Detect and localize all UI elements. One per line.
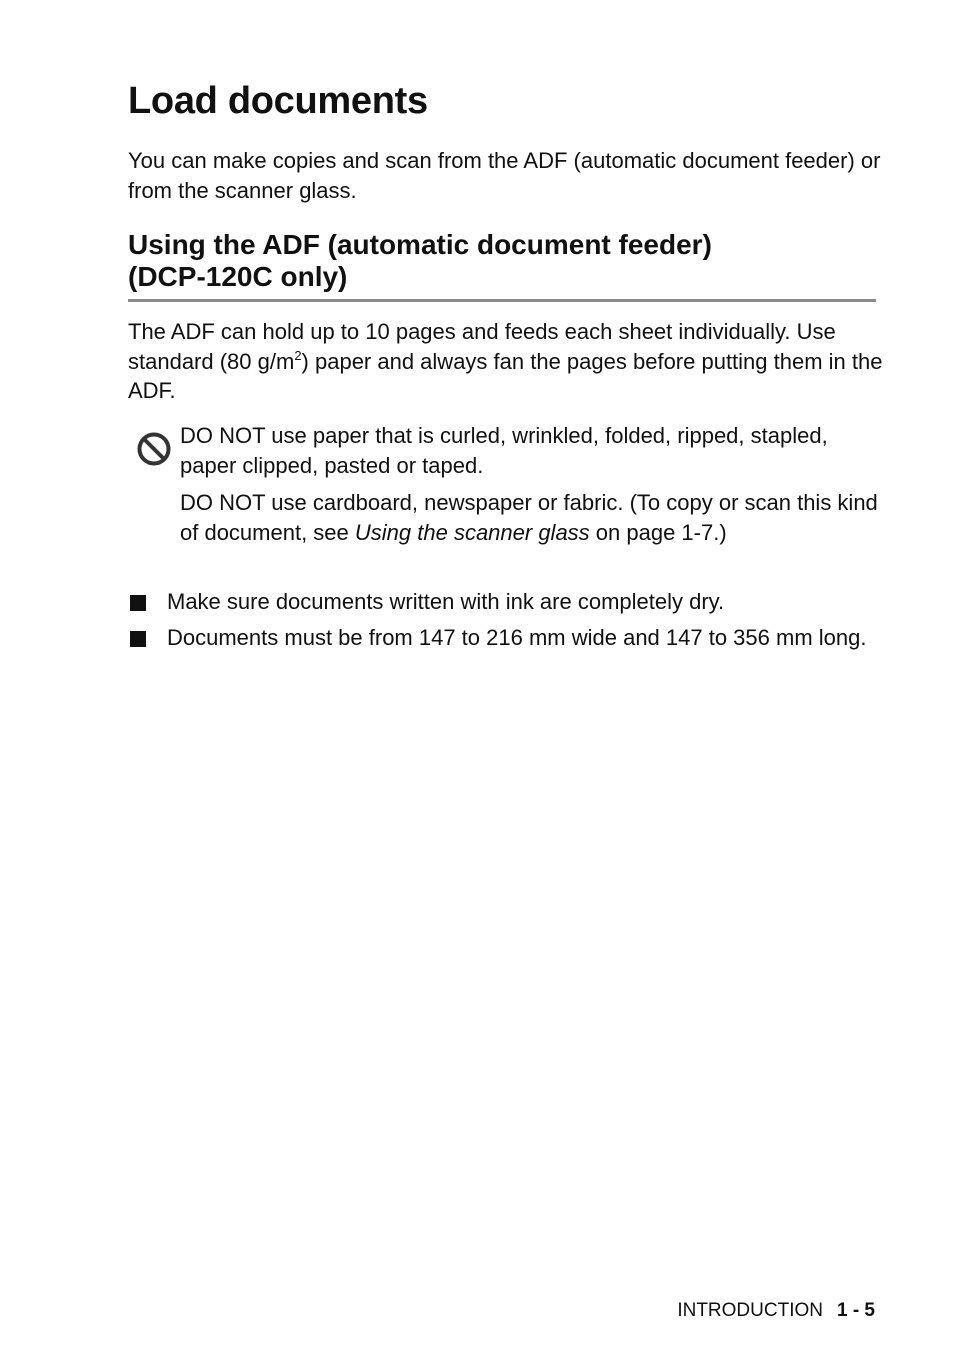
list-item-text: Make sure documents written with ink are completely dry.	[167, 589, 725, 614]
adf-paragraph-part-1: The ADF can hold up to 10 pages and feeds each sheet individually. Use standard (80 g/m	[128, 319, 836, 374]
caution-text-2-after: on page 1-7.)	[589, 519, 727, 545]
adf-paragraph-part-2: ) paper and always fan the pages before putting them in the ADF.	[128, 348, 883, 403]
superscript: 2	[294, 347, 302, 363]
list-item	[128, 587, 888, 617]
page-title: Load documents	[128, 80, 428, 122]
caution-text-1: DO NOT use paper that is curled, wrinkled, folded, ripped, stapled, paper clipped, pasted or taped.	[180, 423, 828, 478]
intro-paragraph: You can make copies and scan from the ADF (automatic document feeder) or from the scanner glass.	[128, 148, 881, 203]
square-bullet-icon	[130, 595, 146, 611]
square-bullet-icon	[130, 631, 146, 647]
prohibited-icon	[136, 431, 172, 467]
section-title	[128, 229, 876, 302]
adf-paragraph	[128, 317, 888, 406]
section-title-line-2: (DCP-120C only)	[128, 261, 348, 292]
list-item-text: Documents must be from 147 to 216 mm wide and 147 to 356 mm long.	[167, 625, 867, 650]
caution-text-2	[180, 488, 886, 547]
scanner-glass-reference: Using the scanner glass	[354, 519, 590, 545]
caution-text-2-before: DO NOT use cardboard, newspaper or fabric. (To copy or scan this kind of document, see	[180, 490, 878, 545]
section-title-line-1: Using the ADF (automatic document feeder)	[128, 229, 712, 260]
caution-note	[136, 421, 886, 555]
list-item	[128, 623, 888, 653]
page-number: 1 - 5	[836, 1300, 875, 1321]
page-footer	[677, 1300, 875, 1322]
footer-section: INTRODUCTION	[677, 1300, 823, 1321]
caution-text	[180, 421, 886, 547]
bullet-list	[128, 587, 888, 659]
